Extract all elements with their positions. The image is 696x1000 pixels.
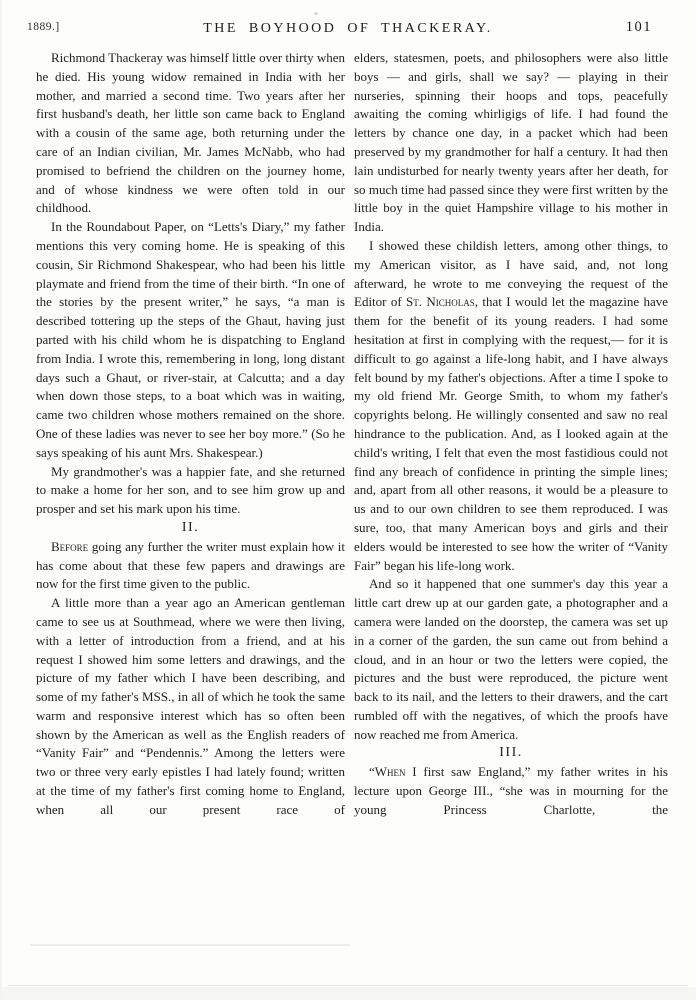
section-heading-ii: II.	[181, 519, 200, 535]
section-heading-iii: III.	[499, 745, 523, 761]
scan-left-edge	[0, 0, 2, 1000]
magazine-name-small-caps: St. Nicholas	[406, 294, 475, 310]
paragraph	[36, 538, 345, 594]
running-header	[0, 0, 696, 39]
paragraph: A little more than a year ago an American gentleman came to see us at Southmead, where we were then living, with a letter of introduction from a friend, and at his request I showed him some letters and drawings, and the picture of my father which I have been describing, and some of my father's MSS., in all of which he took the same warm and responsive interest which has so often been shown by the American as well as the English readers of “Vanity Fair” and “Pendennis.” Among the letters were two or three very early epistles I had lately found; written at the time of my father's first coming home to England, when all our present race of	[36, 595, 345, 817]
open-quote: “	[369, 764, 375, 780]
page-number: 101	[625, 19, 652, 35]
scan-line-artifact	[8, 985, 688, 986]
paragraph: My grandmother's was a happier fate, and she returned to make a home for her son, and to see him grow up and prosper and set his mark upon his time.	[36, 463, 345, 517]
paragraph: Richmond Thackeray was himself little over thirty when he died. His young widow remained in India with her mother, and married a second time. Two years after her first husband's death, her little son came back to England with a cousin of the same age, both returning under the care of an Indian civilian, Mr. James McNabb, who had promised to befriend the children on the journey home, and of whose kindness we were often told in our childhood.	[36, 50, 345, 216]
paragraph	[354, 237, 668, 575]
two-column-text-body	[0, 39, 696, 820]
small-caps-lead: Before	[51, 538, 89, 554]
paragraph-text: I showed these childish letters, among other things, to my American visitor, as I have said, and, not long afterward, he wrote to me conveying the request of the Editor of	[354, 237, 668, 310]
paragraph-continuation: elders, statesmen, poets, and philosophers were also little boys — and girls, shall we say? — playing in their nurseries, spinning their hoops and tops, peacefully awaiting the coming whirligigs of life. I had found the letters by chance one day, in a packet which had been preserved by my grandmother for half a century. It had then lain undisturbed for nearly twenty years after her death, for so much time had passed since they were first written by the little boy in the quiet Hampshire village to his mother in India.	[354, 50, 668, 235]
small-caps-lead: When	[374, 764, 406, 780]
paragraph: And so it happened that one summer's day this year a little cart drew up at our garden gate, a photographer and a camera were landed on the doorstep, the camera was set up in a corner of the garden, the sun came out from behind a cloud, and in an hour or two the letters were copied, the pictures and the bust were reproduced, the picture went back to its nail, and the letters to their drawers, and the cart rumbled off with the negatives, of which the proofs have now reached me from America.	[354, 576, 668, 742]
paragraph	[354, 763, 668, 819]
scan-bottom-edge	[0, 987, 696, 1000]
paragraph-text: going any further the writer must explain how it has come about that these few papers and drawings are now for the first time given to the public.	[36, 538, 345, 592]
right-column	[354, 49, 668, 820]
paragraph-text: I first saw England,” my father writes in his lecture upon George III., “she was in mourning for the young Princess Charlotte, the	[354, 764, 668, 817]
scan-speck-artifact	[314, 12, 318, 15]
page-title: THE BOYHOOD OF THACKERAY.	[203, 21, 493, 36]
paragraph-text: , that I would let the magazine have them for the benefit of its young readers. I had some hesitation at first in complying with the request,— for it is difficult to go against a life-long habit, and I have always felt bound by my father's objections. After a time I spoke to my old friend Mr. George Smith, to whom my father's copyrights belong. He willingly consented and saw no real hindrance to the publication. And, as I looked again at the child's writing, I felt that even the most fastidious could not find any breach of confidence in printing the simple lines; and, apart from all other reasons, it would be a pleasure to us and to our own children to see them reproduced. I was sure, too, that many American boys and girls and their elders would be interested to see how the writer of “Vanity Fair” began his life-long work.	[354, 294, 668, 573]
left-column	[36, 49, 345, 820]
scan-streak-artifact	[30, 944, 350, 946]
paragraph: In the Roundabout Paper, on “Letts's Diary,” my father mentions this very coming home. He is speaking of this cousin, Sir Richmond Shakespear, who had been his little playmate and friend from the time of their birth. “In one of the stories by the present writer,” he says, “a man is described tottering up the steps of the Ghaut, having just parted with his child whom he is dispatching to England from India. I wrote this, remembering in long, long distant days such a Ghaut, or river-stair, at Calcutta; and a day when down those steps, to a boat which was in waiting, came two children whose mothers remained on the shore. One of these ladies was never to see her boy more.” (So he says speaking of his aunt Mrs. Shakespear.)	[36, 219, 345, 460]
header-year-label: 1889.]	[27, 21, 60, 33]
